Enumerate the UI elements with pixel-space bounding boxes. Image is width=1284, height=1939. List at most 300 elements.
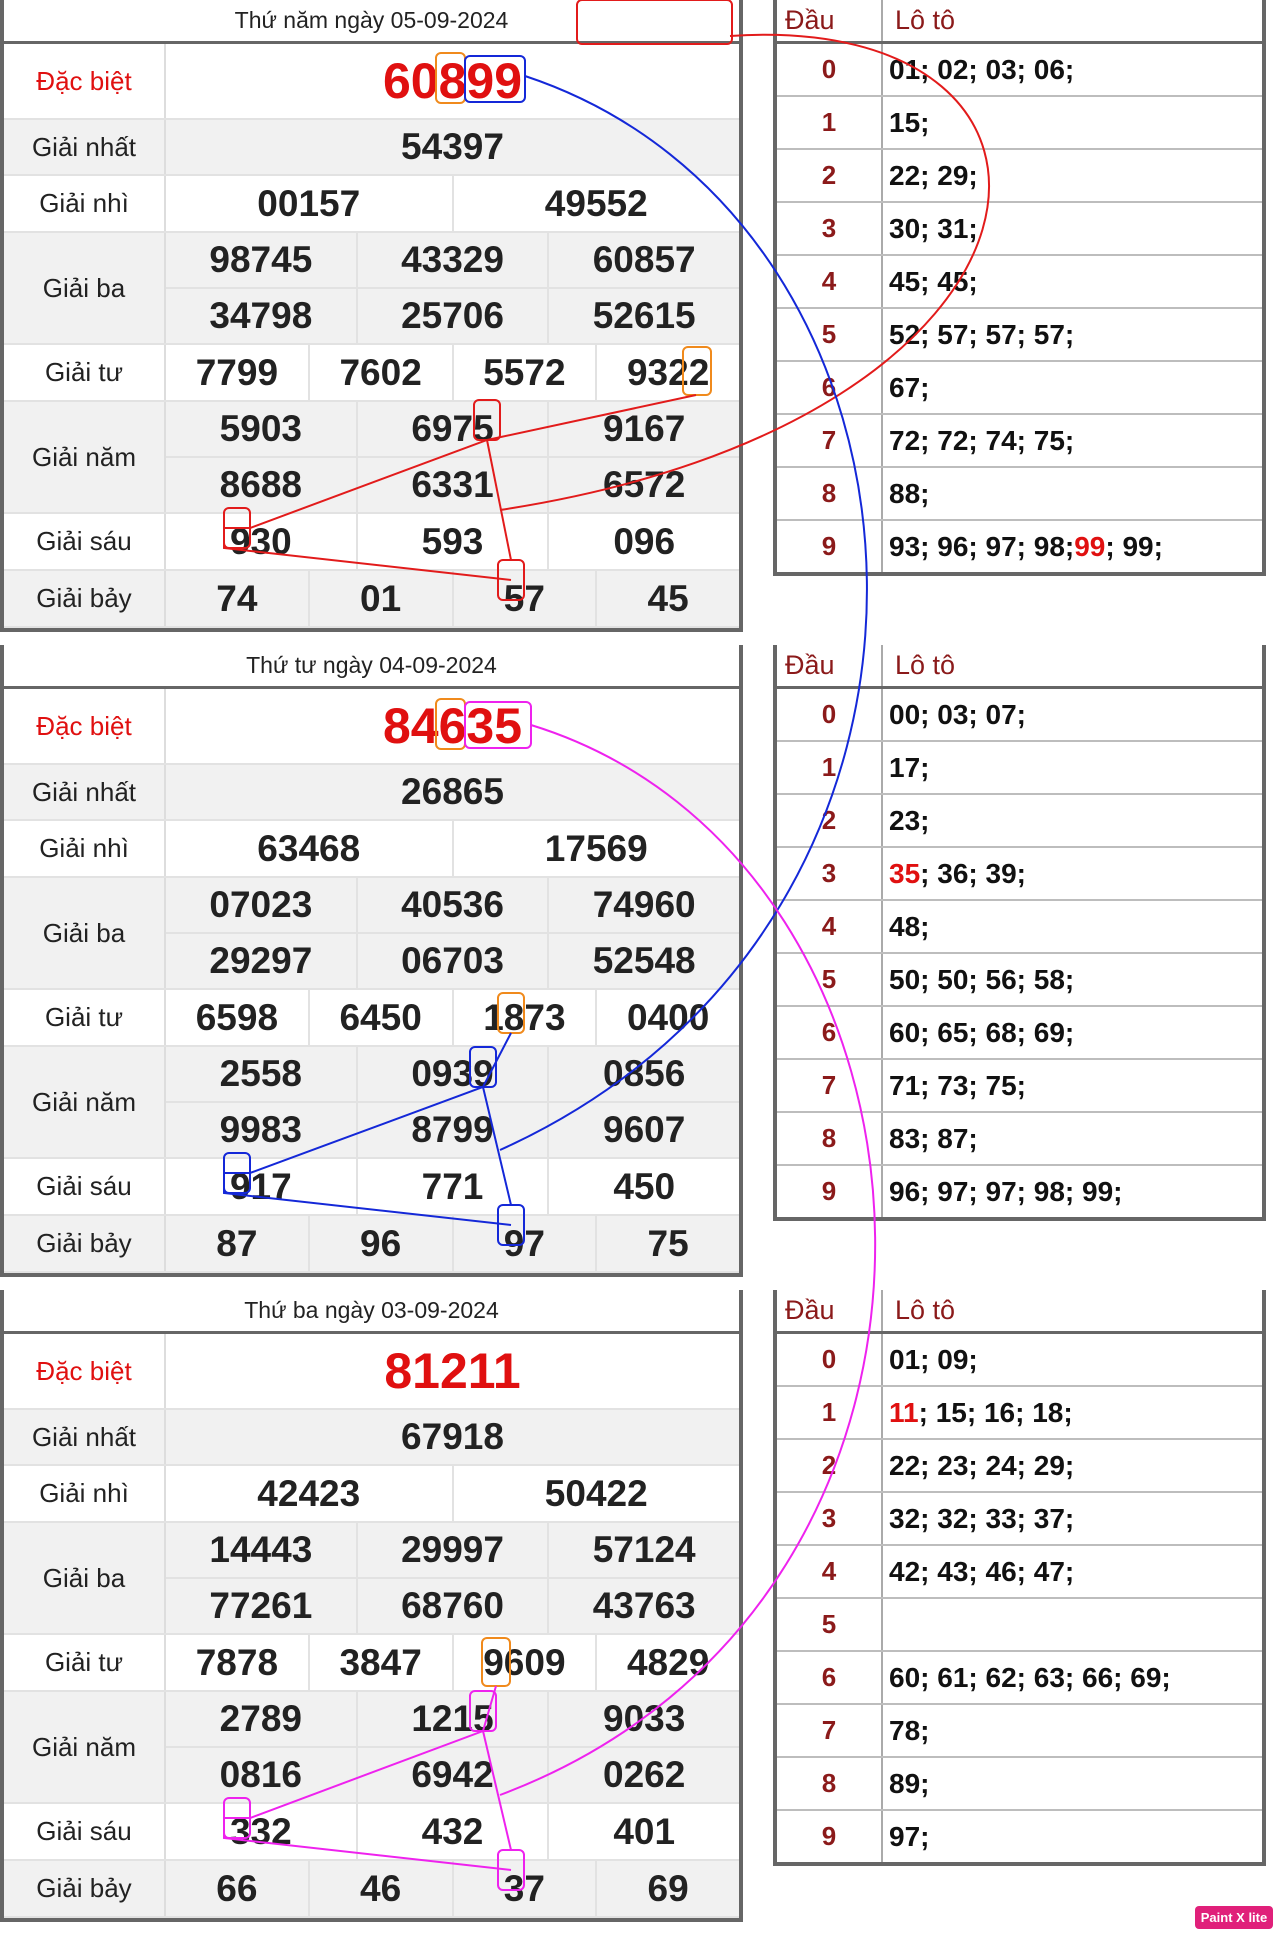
loto-value-highlight: 11 bbox=[889, 1396, 919, 1428]
prize-numbers bbox=[166, 1410, 739, 1464]
loto-head-digit: 6 bbox=[777, 1007, 883, 1058]
row-fourth bbox=[4, 345, 739, 402]
draw-date-title: Thứ năm ngày 05-09-2024 bbox=[4, 0, 739, 44]
row-special bbox=[4, 689, 739, 765]
loto-value-text: ; 36; 39; bbox=[920, 857, 1026, 889]
loto-row bbox=[777, 44, 1262, 97]
draw-block bbox=[0, 645, 1284, 1265]
loto-values: 30; 31; bbox=[889, 212, 978, 244]
prize-number: 87 bbox=[216, 1222, 258, 1264]
loto-header-label: Lô tô bbox=[881, 645, 955, 686]
prize-label: Giải nhất bbox=[4, 120, 166, 174]
prize-label: Giải tư bbox=[4, 345, 166, 400]
number-line bbox=[166, 1159, 739, 1214]
loto-values bbox=[883, 521, 1163, 572]
loto-header bbox=[777, 0, 1262, 44]
row-third bbox=[4, 1523, 739, 1635]
prize-label: Đặc biệt bbox=[4, 44, 166, 118]
prize-number: 6331 bbox=[356, 458, 548, 512]
loto-row bbox=[777, 415, 1262, 468]
prize-label: Giải ba bbox=[4, 1523, 166, 1633]
loto-row bbox=[777, 203, 1262, 256]
prize-label: Giải sáu bbox=[4, 1804, 166, 1859]
loto-row bbox=[777, 1652, 1262, 1705]
number-line bbox=[166, 765, 739, 819]
loto-values bbox=[883, 1599, 889, 1650]
prize-number: 34798 bbox=[209, 295, 313, 336]
row-sixth bbox=[4, 514, 739, 571]
prize-number: 096 bbox=[547, 514, 739, 569]
number-line bbox=[166, 571, 739, 626]
loto-values: 96; 97; 97; 98; 99; bbox=[889, 1175, 1123, 1207]
loto-value-text: ; 99; bbox=[1105, 530, 1163, 562]
prize-label: Giải bảy bbox=[4, 1216, 166, 1271]
loto-head-digit: 8 bbox=[777, 1113, 883, 1164]
prize-number: 9033 bbox=[547, 1692, 739, 1746]
loto-value-highlight: 99 bbox=[1074, 530, 1106, 562]
prize-label: Giải sáu bbox=[4, 514, 166, 569]
loto-head-digit: 0 bbox=[777, 44, 883, 95]
draw-block bbox=[0, 0, 1284, 620]
prize-numbers bbox=[166, 878, 739, 988]
prize-number: 60857 bbox=[547, 233, 739, 287]
prize-label: Giải sáu bbox=[4, 1159, 166, 1214]
prize-number: 5572 bbox=[452, 345, 596, 400]
prize-numbers bbox=[166, 1804, 739, 1859]
prize-numbers bbox=[166, 345, 739, 400]
loto-head-digit: 2 bbox=[777, 795, 883, 846]
number-line bbox=[166, 1861, 739, 1916]
loto-head-digit: 4 bbox=[777, 256, 883, 307]
prize-number: 917 bbox=[229, 1165, 292, 1207]
prize-numbers bbox=[166, 821, 739, 876]
prize-numbers bbox=[166, 120, 739, 174]
prize-number: 6450 bbox=[308, 990, 452, 1045]
loto-values: 32; 32; 33; 37; bbox=[889, 1502, 1075, 1534]
row-fourth bbox=[4, 1635, 739, 1692]
prize-label: Giải bảy bbox=[4, 571, 166, 626]
prize-number: 57 bbox=[452, 571, 596, 626]
prize-number: 17569 bbox=[452, 821, 740, 876]
prize-number: 9167 bbox=[547, 402, 739, 456]
draw-date-title: Thứ tư ngày 04-09-2024 bbox=[4, 645, 739, 689]
loto-values: 22; 29; bbox=[889, 159, 978, 191]
loto-row bbox=[777, 362, 1262, 415]
loto-head-digit: 9 bbox=[777, 1166, 883, 1217]
prize-numbers bbox=[166, 44, 739, 118]
loto-values bbox=[883, 1387, 1073, 1438]
loto-values bbox=[883, 848, 1026, 899]
prize-label: Đặc biệt bbox=[4, 689, 166, 763]
prize-number: 6975 bbox=[356, 402, 548, 456]
prize-number: 26865 bbox=[401, 771, 504, 812]
loto-row bbox=[777, 1546, 1262, 1599]
loto-head-digit: 5 bbox=[777, 1599, 883, 1650]
number-line bbox=[166, 456, 739, 512]
loto-row bbox=[777, 1007, 1262, 1060]
dau-header: Đầu bbox=[785, 1295, 835, 1325]
prize-number: 43329 bbox=[356, 233, 548, 287]
row-special bbox=[4, 44, 739, 120]
prize-number: 01 bbox=[308, 571, 452, 626]
loto-row bbox=[777, 256, 1262, 309]
prize-number: 6942 bbox=[356, 1748, 548, 1802]
loto-head-digit: 6 bbox=[777, 1652, 883, 1703]
row-second bbox=[4, 1466, 739, 1523]
prize-numbers bbox=[166, 689, 739, 763]
row-fourth bbox=[4, 990, 739, 1047]
loto-values: 60; 65; 68; 69; bbox=[889, 1016, 1075, 1048]
prize-numbers bbox=[166, 233, 739, 343]
prize-number: 54397 bbox=[401, 126, 504, 167]
prize-number: 3847 bbox=[308, 1635, 452, 1690]
prize-number: 432 bbox=[356, 1804, 548, 1859]
prize-number: 25706 bbox=[356, 289, 548, 343]
loto-values: 71; 73; 75; bbox=[889, 1069, 1026, 1101]
loto-row bbox=[777, 1387, 1262, 1440]
prize-numbers bbox=[166, 1334, 739, 1408]
prize-number: 46 bbox=[308, 1861, 452, 1916]
dau-header: Đầu bbox=[785, 5, 835, 35]
row-special bbox=[4, 1334, 739, 1410]
prize-number: 0262 bbox=[547, 1748, 739, 1802]
row-seventh bbox=[4, 571, 739, 628]
prize-number: 401 bbox=[547, 1804, 739, 1859]
loto-row bbox=[777, 468, 1262, 521]
loto-values: 48; bbox=[889, 910, 930, 942]
row-sixth bbox=[4, 1159, 739, 1216]
prize-number: 332 bbox=[229, 1810, 292, 1852]
loto-value-text: ; 15; 16; 18; bbox=[918, 1396, 1073, 1428]
prize-number: 49552 bbox=[452, 176, 740, 231]
loto-row bbox=[777, 1113, 1262, 1166]
number-line bbox=[166, 1466, 739, 1521]
row-seventh bbox=[4, 1861, 739, 1918]
number-line bbox=[166, 287, 739, 343]
prize-number: 930 bbox=[229, 520, 292, 562]
prize-number: 67918 bbox=[401, 1416, 504, 1457]
prize-number: 97 bbox=[452, 1216, 596, 1271]
prize-number: 771 bbox=[356, 1159, 548, 1214]
loto-values: 23; bbox=[889, 804, 930, 836]
prize-number: 1215 bbox=[356, 1692, 548, 1746]
loto-head-digit: 3 bbox=[777, 1493, 883, 1544]
loto-values: 17; bbox=[889, 751, 930, 783]
prize-numbers bbox=[166, 1466, 739, 1521]
number-line bbox=[166, 1692, 739, 1746]
loto-head-digit: 5 bbox=[777, 954, 883, 1005]
row-fifth bbox=[4, 1047, 739, 1159]
loto-values: 01; 09; bbox=[889, 1343, 978, 1375]
special-prize-number: 84635 bbox=[382, 698, 523, 754]
prize-number: 29297 bbox=[209, 940, 313, 981]
number-line bbox=[166, 1216, 739, 1271]
number-line bbox=[166, 1047, 739, 1101]
number-line bbox=[166, 878, 739, 932]
number-line bbox=[166, 1101, 739, 1157]
prize-label: Đặc biệt bbox=[4, 1334, 166, 1408]
prize-number: 96 bbox=[308, 1216, 452, 1271]
loto-values: 67; bbox=[889, 371, 930, 403]
loto-row bbox=[777, 689, 1262, 742]
prize-number: 14443 bbox=[209, 1529, 313, 1570]
prize-number: 66 bbox=[216, 1867, 258, 1909]
number-line bbox=[166, 120, 739, 174]
row-first bbox=[4, 765, 739, 821]
loto-values: 72; 72; 74; 75; bbox=[889, 424, 1075, 456]
prize-numbers bbox=[166, 1216, 739, 1271]
loto-row bbox=[777, 1758, 1262, 1811]
loto-values: 83; 87; bbox=[889, 1122, 978, 1154]
loto-header-label: Lô tô bbox=[881, 1290, 955, 1331]
prize-number: 40536 bbox=[356, 878, 548, 932]
watermark-badge: Paint X lite bbox=[1195, 1906, 1273, 1929]
number-line bbox=[166, 1804, 739, 1859]
prize-number: 37 bbox=[452, 1861, 596, 1916]
prize-number: 42423 bbox=[257, 1472, 361, 1514]
number-line bbox=[166, 1523, 739, 1577]
prize-label: Giải nhất bbox=[4, 765, 166, 819]
row-third bbox=[4, 878, 739, 990]
prize-number: 57124 bbox=[547, 1523, 739, 1577]
number-line bbox=[166, 1410, 739, 1464]
loto-row bbox=[777, 1334, 1262, 1387]
loto-row bbox=[777, 97, 1262, 150]
prize-number: 52548 bbox=[547, 934, 739, 988]
loto-head-digit: 1 bbox=[777, 1387, 883, 1438]
dau-header: Đầu bbox=[785, 650, 835, 680]
loto-head-digit: 3 bbox=[777, 848, 883, 899]
loto-row bbox=[777, 1705, 1262, 1758]
number-line bbox=[166, 1334, 739, 1408]
row-third bbox=[4, 233, 739, 345]
loto-values: 78; bbox=[889, 1714, 930, 1746]
loto-head-digit: 9 bbox=[777, 1811, 883, 1862]
loto-values: 01; 02; 03; 06; bbox=[889, 53, 1075, 85]
prize-label: Giải bảy bbox=[4, 1861, 166, 1916]
prize-number: 7799 bbox=[195, 351, 279, 393]
prize-number: 74 bbox=[216, 577, 258, 619]
prize-numbers bbox=[166, 402, 739, 512]
prize-number: 43763 bbox=[547, 1579, 739, 1633]
number-line bbox=[166, 514, 739, 569]
prize-label: Giải tư bbox=[4, 990, 166, 1045]
prize-number: 9983 bbox=[219, 1109, 302, 1150]
number-line bbox=[166, 233, 739, 287]
prize-number: 7602 bbox=[308, 345, 452, 400]
prize-number: 0856 bbox=[547, 1047, 739, 1101]
prize-label: Giải tư bbox=[4, 1635, 166, 1690]
prize-number: 9607 bbox=[547, 1103, 739, 1157]
prize-number: 0939 bbox=[356, 1047, 548, 1101]
number-line bbox=[166, 1746, 739, 1802]
loto-values: 89; bbox=[889, 1767, 930, 1799]
prize-number: 5903 bbox=[219, 408, 302, 449]
prize-label: Giải nhì bbox=[4, 176, 166, 231]
prize-label: Giải ba bbox=[4, 878, 166, 988]
prize-numbers bbox=[166, 1047, 739, 1157]
loto-row bbox=[777, 521, 1262, 572]
prize-numbers bbox=[166, 765, 739, 819]
prize-number: 06703 bbox=[356, 934, 548, 988]
number-line bbox=[166, 932, 739, 988]
loto-row bbox=[777, 795, 1262, 848]
prize-number: 77261 bbox=[209, 1585, 313, 1626]
loto-head-digit: 0 bbox=[777, 1334, 883, 1385]
special-prize-number: 81211 bbox=[384, 1343, 521, 1399]
loto-values: 52; 57; 57; 57; bbox=[889, 318, 1075, 350]
prize-number: 9322 bbox=[595, 345, 739, 400]
loto-table bbox=[773, 0, 1266, 576]
results-table bbox=[0, 1290, 743, 1922]
row-first bbox=[4, 120, 739, 176]
row-second bbox=[4, 821, 739, 878]
loto-head-digit: 3 bbox=[777, 203, 883, 254]
prize-number: 450 bbox=[547, 1159, 739, 1214]
loto-values: 42; 43; 46; 47; bbox=[889, 1555, 1075, 1587]
loto-header bbox=[777, 645, 1262, 689]
prize-number: 2789 bbox=[219, 1698, 302, 1739]
loto-head-digit: 7 bbox=[777, 1060, 883, 1111]
prize-label: Giải năm bbox=[4, 1692, 166, 1802]
loto-row bbox=[777, 1599, 1262, 1652]
prize-label: Giải năm bbox=[4, 1047, 166, 1157]
prize-label: Giải nhì bbox=[4, 1466, 166, 1521]
number-line bbox=[166, 176, 739, 231]
prize-numbers bbox=[166, 990, 739, 1045]
prize-number: 6598 bbox=[195, 996, 279, 1038]
loto-head-digit: 7 bbox=[777, 415, 883, 466]
loto-head-digit: 2 bbox=[777, 1440, 883, 1491]
loto-values: 88; bbox=[889, 477, 930, 509]
prize-number: 29997 bbox=[356, 1523, 548, 1577]
loto-head-digit: 4 bbox=[777, 901, 883, 952]
prize-number: 45 bbox=[595, 571, 739, 626]
prize-number: 8799 bbox=[356, 1103, 548, 1157]
loto-row bbox=[777, 309, 1262, 362]
results-table bbox=[0, 0, 743, 632]
number-line bbox=[166, 689, 739, 763]
loto-values: 50; 50; 56; 58; bbox=[889, 963, 1075, 995]
loto-head-digit: 9 bbox=[777, 521, 883, 572]
loto-head-digit: 1 bbox=[777, 742, 883, 793]
loto-values: 15; bbox=[889, 106, 930, 138]
prize-numbers bbox=[166, 1635, 739, 1690]
loto-head-digit: 7 bbox=[777, 1705, 883, 1756]
loto-row bbox=[777, 954, 1262, 1007]
loto-head-digit: 5 bbox=[777, 309, 883, 360]
loto-row bbox=[777, 1811, 1262, 1862]
prize-numbers bbox=[166, 1861, 739, 1916]
prize-numbers bbox=[166, 571, 739, 626]
loto-head-digit: 4 bbox=[777, 1546, 883, 1597]
row-seventh bbox=[4, 1216, 739, 1273]
prize-number: 50422 bbox=[452, 1466, 740, 1521]
prize-numbers bbox=[166, 1159, 739, 1214]
loto-value-text: 93; 96; 97; 98; bbox=[889, 530, 1075, 562]
prize-number: 63468 bbox=[257, 827, 361, 869]
draw-date-title: Thứ ba ngày 03-09-2024 bbox=[4, 1290, 739, 1334]
prize-number: 4829 bbox=[595, 1635, 739, 1690]
prize-numbers bbox=[166, 514, 739, 569]
prize-number: 2558 bbox=[219, 1053, 302, 1094]
prize-label: Giải năm bbox=[4, 402, 166, 512]
loto-header bbox=[777, 1290, 1262, 1334]
number-line bbox=[166, 1635, 739, 1690]
prize-number: 74960 bbox=[547, 878, 739, 932]
loto-head-digit: 2 bbox=[777, 150, 883, 201]
prize-label: Giải nhất bbox=[4, 1410, 166, 1464]
loto-values: 22; 23; 24; 29; bbox=[889, 1449, 1075, 1481]
prize-number: 68760 bbox=[356, 1579, 548, 1633]
loto-head-digit: 8 bbox=[777, 468, 883, 519]
loto-table bbox=[773, 645, 1266, 1221]
prize-number: 8688 bbox=[219, 464, 302, 505]
loto-row bbox=[777, 1440, 1262, 1493]
number-line bbox=[166, 990, 739, 1045]
prize-number: 1873 bbox=[452, 990, 596, 1045]
row-sixth bbox=[4, 1804, 739, 1861]
number-line bbox=[166, 821, 739, 876]
prize-number: 00157 bbox=[257, 182, 361, 224]
number-line bbox=[166, 1577, 739, 1633]
row-first bbox=[4, 1410, 739, 1466]
prize-numbers bbox=[166, 1523, 739, 1633]
loto-row bbox=[777, 1060, 1262, 1113]
draw-block bbox=[0, 1290, 1284, 1910]
loto-head-digit: 6 bbox=[777, 362, 883, 413]
prize-number: 98745 bbox=[209, 239, 313, 280]
loto-row bbox=[777, 742, 1262, 795]
prize-number: 52615 bbox=[547, 289, 739, 343]
number-line bbox=[166, 345, 739, 400]
row-fifth bbox=[4, 402, 739, 514]
prize-label: Giải nhì bbox=[4, 821, 166, 876]
loto-head-digit: 8 bbox=[777, 1758, 883, 1809]
prize-number: 593 bbox=[356, 514, 548, 569]
prize-number: 69 bbox=[595, 1861, 739, 1916]
prize-label: Giải ba bbox=[4, 233, 166, 343]
loto-values: 97; bbox=[889, 1820, 930, 1852]
number-line bbox=[166, 44, 739, 118]
prize-number: 6572 bbox=[547, 458, 739, 512]
loto-row bbox=[777, 848, 1262, 901]
loto-head-digit: 0 bbox=[777, 689, 883, 740]
loto-values: 45; 45; bbox=[889, 265, 978, 297]
number-line bbox=[166, 402, 739, 456]
prize-numbers bbox=[166, 176, 739, 231]
row-fifth bbox=[4, 1692, 739, 1804]
loto-row bbox=[777, 901, 1262, 954]
prize-number: 0816 bbox=[219, 1754, 302, 1795]
loto-table bbox=[773, 1290, 1266, 1866]
loto-header-label: Lô tô bbox=[881, 0, 955, 41]
row-second bbox=[4, 176, 739, 233]
loto-value-highlight: 35 bbox=[889, 857, 921, 889]
prize-number: 7878 bbox=[195, 1641, 279, 1683]
loto-values: 60; 61; 62; 63; 66; 69; bbox=[889, 1661, 1171, 1693]
loto-values: 00; 03; 07; bbox=[889, 698, 1026, 730]
prize-numbers bbox=[166, 1692, 739, 1802]
loto-row bbox=[777, 1493, 1262, 1546]
prize-number: 0400 bbox=[595, 990, 739, 1045]
loto-row bbox=[777, 150, 1262, 203]
prize-number: 07023 bbox=[209, 884, 313, 925]
loto-head-digit: 1 bbox=[777, 97, 883, 148]
results-table bbox=[0, 645, 743, 1277]
prize-number: 75 bbox=[595, 1216, 739, 1271]
loto-row bbox=[777, 1166, 1262, 1217]
